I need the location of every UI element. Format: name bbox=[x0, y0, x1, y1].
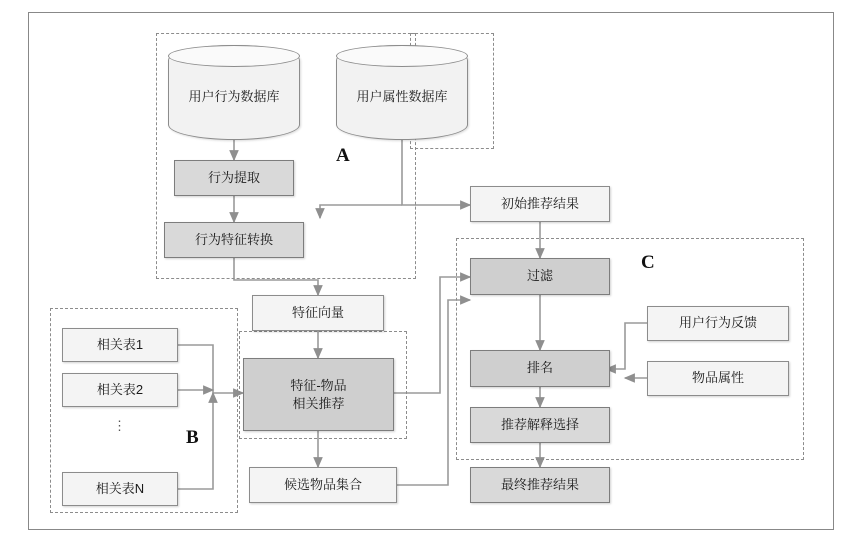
node-related-table-n-label: 相关表N bbox=[95, 480, 145, 496]
node-final-recommend-result[interactable] bbox=[470, 467, 610, 503]
db-user-behavior[interactable] bbox=[168, 45, 300, 140]
node-recommend-explanation-select[interactable] bbox=[470, 407, 610, 443]
group-c-letter: C bbox=[641, 252, 655, 273]
db-user-attribute-label: 用户属性数据库 bbox=[356, 89, 448, 104]
group-b-letter: B bbox=[186, 427, 199, 448]
db-user-attribute[interactable] bbox=[336, 45, 468, 140]
node-related-table-2[interactable] bbox=[62, 373, 178, 407]
node-user-behavior-feedback[interactable] bbox=[647, 306, 789, 341]
node-related-table-1[interactable] bbox=[62, 328, 178, 362]
node-feature-vector-label: 特征向量 bbox=[291, 304, 344, 320]
node-final-recommend-result-label: 最终推荐结果 bbox=[500, 476, 579, 492]
node-candidate-item-set-label: 候选物品集合 bbox=[283, 476, 362, 492]
node-ranking-label: 排名 bbox=[526, 360, 553, 376]
node-feature-vector[interactable] bbox=[252, 295, 384, 331]
node-behavior-feature-transform-label: 行为特征转换 bbox=[194, 231, 273, 247]
node-related-table-n[interactable] bbox=[62, 472, 178, 506]
db-user-behavior-label: 用户行为数据库 bbox=[188, 89, 280, 104]
node-candidate-item-set[interactable] bbox=[249, 467, 397, 503]
node-feature-item-recommender-line2: 相关推荐 bbox=[292, 395, 345, 411]
node-related-table-2-label: 相关表2 bbox=[96, 381, 144, 397]
node-behavior-extraction-label: 行为提取 bbox=[207, 169, 260, 185]
node-initial-recommend-result-label: 初始推荐结果 bbox=[500, 195, 579, 211]
node-recommend-explanation-select-label: 推荐解释选择 bbox=[500, 416, 579, 432]
cylinder-top-ellipse bbox=[336, 45, 468, 67]
ellipsis-vertical: ⋮ bbox=[113, 418, 127, 433]
node-item-attribute[interactable] bbox=[647, 361, 789, 396]
node-filter[interactable] bbox=[470, 258, 610, 295]
node-behavior-extraction[interactable] bbox=[174, 160, 294, 196]
node-item-attribute-label: 物品属性 bbox=[691, 370, 744, 386]
node-feature-item-recommender-line1: 特征-物品 bbox=[290, 377, 347, 393]
node-ranking[interactable] bbox=[470, 350, 610, 387]
node-filter-label: 过滤 bbox=[526, 268, 553, 284]
node-behavior-feature-transform[interactable] bbox=[164, 222, 304, 258]
node-feature-item-recommender[interactable] bbox=[243, 358, 394, 431]
node-user-behavior-feedback-label: 用户行为反馈 bbox=[678, 315, 757, 331]
group-a-letter: A bbox=[336, 145, 350, 166]
node-related-table-1-label: 相关表1 bbox=[96, 336, 144, 352]
cylinder-top-ellipse bbox=[168, 45, 300, 67]
node-initial-recommend-result[interactable] bbox=[470, 186, 610, 222]
